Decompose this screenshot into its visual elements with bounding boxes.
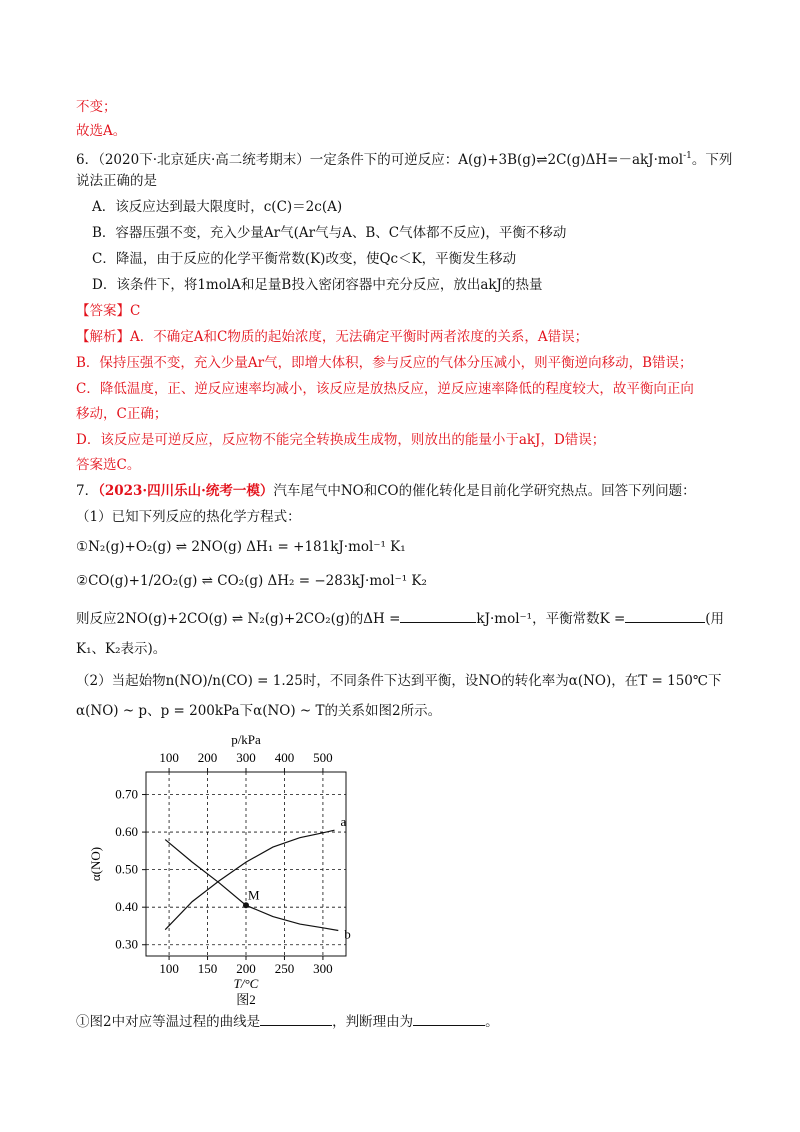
y-tick-label: 0.60 xyxy=(115,824,138,840)
prev-line-1: 不变； xyxy=(76,99,117,115)
prev-line-2: 故选A。 xyxy=(76,123,127,139)
q6-answer: 【答案】C xyxy=(76,303,141,319)
q7-stem: 7．（2023·四川乐山·统考一模）汽车尾气中NO和CO的催化转化是目前化学研究热点。回答下列问题： xyxy=(76,483,696,499)
x-top-tick-label: 100 xyxy=(159,750,179,765)
chart-title: 图2 xyxy=(236,992,256,1007)
x-top-tick-label: 400 xyxy=(274,750,295,765)
y-tick-label: 0.40 xyxy=(115,899,138,915)
y-tick-label: 0.30 xyxy=(115,936,138,952)
q7-part1: （1）已知下列反应的热化学方程式： xyxy=(76,509,301,525)
answer-blank-dh[interactable] xyxy=(400,610,476,623)
x-tick-label: 200 xyxy=(236,961,256,976)
x-tick-label: 300 xyxy=(313,961,333,976)
q6-analysis-3: C．降低温度，正、逆反应速率均减小，该反应是放热反应，逆反应速率降低的程度较大，故平衡向正向 xyxy=(76,381,694,397)
x-top-axis-label: p/kPa xyxy=(231,732,261,747)
x-top-tick-label: 500 xyxy=(313,750,333,765)
series-line-b xyxy=(165,840,338,931)
x-tick-label: 150 xyxy=(197,961,218,976)
q6-analysis-1: 【解析】A．不确定A和C物质的起始浓度，无法确定平衡时两者浓度的关系，A错误； xyxy=(76,329,589,345)
q6-option-d: D．该条件下，将1molA和足量B投入密闭容器中充分反应，放出akJ的热量 xyxy=(92,277,543,293)
q7-ask1-line2: K₁、K₂表示)。 xyxy=(76,641,167,657)
series-line-a xyxy=(165,830,334,930)
answer-blank-curve[interactable] xyxy=(260,1013,332,1026)
q6-stem-line2: 说法正确的是 xyxy=(76,173,157,189)
answer-blank-reason[interactable] xyxy=(413,1013,485,1026)
q7-last: ①图2中对应等温过程的曲线是 ，判断理由为 。 xyxy=(76,1014,499,1030)
q6-analysis-5: D．该反应是可逆反应，反应物不能完全转换成生成物，则放出的能量小于akJ，D错误； xyxy=(76,432,606,448)
x-top-tick-label: 300 xyxy=(236,750,256,765)
x-axis-label: T/°C xyxy=(233,976,259,991)
q6-option-b: B．容器压强不变，充入少量Ar气(Ar气与A、B、C气体都不反应)，平衡不移动 xyxy=(92,225,567,241)
point-m-label: M xyxy=(248,887,260,903)
y-tick-label: 0.70 xyxy=(115,786,138,802)
q6-analysis-6: 答案选C。 xyxy=(76,457,141,473)
series-label-a: a xyxy=(340,814,347,830)
q6-stem: 6．（2020下·北京延庆·高二统考期末）一定条件下的可逆反应：A(g)+3B(g)⇌2C(g)ΔH=－akJ·mol$^{-1}$。下列 xyxy=(76,151,733,168)
x-tick-label: 250 xyxy=(274,961,295,976)
y-axis-label: α(NO) xyxy=(88,846,103,882)
answer-blank-k[interactable] xyxy=(625,610,705,623)
q7-part2-line2: α(NO) ~ p、p = 200kPa下α(NO) ~ T的关系如图2所示。 xyxy=(76,703,442,719)
q6-option-c: C．降温，由于反应的化学平衡常数(K)改变，使Qc＜K，平衡发生移动 xyxy=(92,251,517,267)
point-m xyxy=(243,902,249,908)
q7-eq2: ②CO(g)+1/2O₂(g) ⇌ CO₂(g) ΔH₂ = −283kJ·mol⁻¹ K₂ xyxy=(76,573,427,589)
q6-analysis-2: B．保持压强不变，充入少量Ar气，即增大体积，参与反应的气体分压减小，则平衡逆向移动，B错误； xyxy=(76,355,693,371)
q7-eq1: ①N₂(g)+O₂(g) ⇌ 2NO(g) ΔH₁ = +181kJ·mol⁻¹ K₁ xyxy=(76,539,406,555)
q6-analysis-4: 移动，C正确； xyxy=(76,406,168,422)
q7-part2-line1: （2）当起始物n(NO)/n(CO) = 1.25时，不同条件下达到平衡，设NO的转化率为α(NO)，在T = 150℃下 xyxy=(76,673,722,689)
y-tick-label: 0.50 xyxy=(115,861,138,877)
series-label-b: b xyxy=(344,926,351,942)
q7-ask1: 则反应2NO(g)+2CO(g) ⇌ N₂(g)+2CO₂(g)的ΔH = kJ·mol⁻¹，平衡常数K = (用 xyxy=(76,611,725,627)
x-top-tick-label: 200 xyxy=(197,750,218,765)
alpha-no-chart xyxy=(68,728,398,1018)
x-tick-label: 100 xyxy=(159,961,179,976)
q6-option-a: A．该反应达到最大限度时，c(C)＝2c(A) xyxy=(92,199,343,215)
